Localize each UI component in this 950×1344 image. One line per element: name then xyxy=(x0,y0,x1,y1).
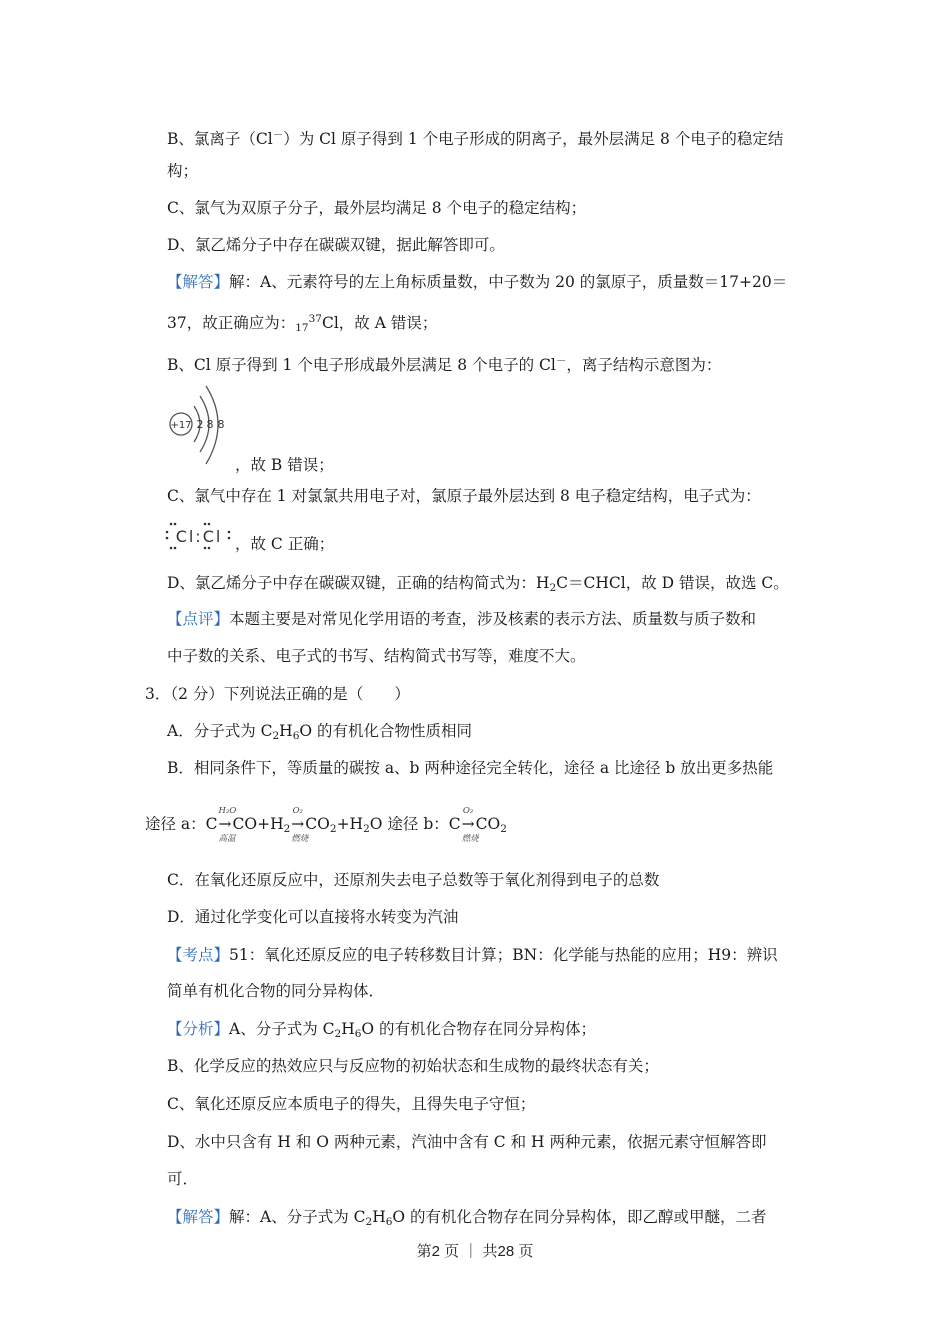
shell-count-1: 2 xyxy=(196,418,204,431)
text-line: ，故 C 正确； xyxy=(235,535,335,553)
analysis-tag: 【分析】 xyxy=(167,1020,230,1038)
text-line: D、氯乙烯分子中存在碳碳双键，正确的结构简式为：$H_2C=CHCl$，故 D 错误，故选 C。 xyxy=(167,574,789,594)
option-c: C．在氧化还原反应中，还原剂失去电子总数等于氧化剂得到电子的总数 xyxy=(167,871,660,889)
text-line: 【点评】本题主要是对常见化学用语的考查，涉及核素的表示方法、质量数与质子数和 xyxy=(167,610,757,628)
point-tag: 【考点】 xyxy=(167,946,230,964)
arrow-a2: O₂ → 燃烧 xyxy=(291,806,309,844)
text-line: C、氯气为双原子分子，最外层均满足 8 个电子的稳定结构； xyxy=(167,199,587,217)
shell-count-3: 8 xyxy=(217,418,225,431)
nucleus-charge: +17 xyxy=(170,420,192,431)
arrow-b: O₂ → 燃烧 xyxy=(461,806,479,844)
option-b: B．相同条件下，等质量的碳按 a、b 两种途径完全转化，途径 a 比途径 b 放出更多热能 xyxy=(167,759,774,777)
text-line: C、氧化还原反应本质电子的得失，且得失电子守恒； xyxy=(167,1095,536,1113)
text-line: 【解答】解：A、分子式为 $C_2H_6O$ 的有机化合物存在同分异构体，即乙醇或甲醚，二者 xyxy=(167,1208,767,1228)
text-line: 构； xyxy=(167,162,199,180)
text-line: 可． xyxy=(167,1170,199,1188)
electron-formula xyxy=(165,522,233,550)
text-line: 简单有机化合物的同分异构体． xyxy=(167,982,385,1000)
text-line: 37，故正确应为：$_{17}^{37}$Cl，故 A 错误； xyxy=(167,313,438,334)
text-line: 【考点】51：氧化还原反应的电子转移数目计算；BN：化学能与热能的应用；H9：辨识 xyxy=(167,946,778,964)
text-line: 【解答】解：A、元素符号的左上角标质量数，中子数为 20 的氯原子，质量数＝17+20＝ xyxy=(167,273,788,291)
text-line: 【分析】A、分子式为 $C_2H_6O$ 的有机化合物存在同分异构体； xyxy=(167,1020,597,1040)
text-line: 中子数的关系、电子式的书写、结构简式书写等，难度不大。 xyxy=(167,647,586,665)
text-line: B、Cl 原子得到 1 个电子形成最外层满足 8 个电子的 Cl－，离子结构示意图为： xyxy=(167,355,722,374)
answer-tag: 【解答】 xyxy=(167,1208,230,1226)
arrow-a1: H₂O → 高温 xyxy=(218,806,237,844)
text-line: C、氯气中存在 1 对氯氯共用电子对，氯原子最外层达到 8 电子稳定结构，电子式为： xyxy=(167,487,761,505)
text-line: ，故 B 错误； xyxy=(235,456,334,474)
text-line: D、氯乙烯分子中存在碳碳双键，据此解答即可。 xyxy=(167,236,505,254)
text-line: B、氯离子（Cl－）为 Cl 原子得到 1 个电子形成的阴离子，最外层满足 8 个电子的稳定结 xyxy=(167,129,784,148)
text-line: D、水中只含有 H 和 O 两种元素，汽油中含有 C 和 H 两种元素，依据元素守恒解答即 xyxy=(167,1133,767,1151)
option-d: D．通过化学变化可以直接将水转变为汽油 xyxy=(167,908,459,926)
question-title: 3．（2 分）下列说法正确的是（ ） xyxy=(145,685,410,703)
shell-count-2: 8 xyxy=(206,418,214,431)
ion-structure-diagram xyxy=(164,380,236,475)
option-a: A．分子式为 $C_2H_6O$ 的有机化合物性质相同 xyxy=(167,722,473,742)
answer-tag: 【解答】 xyxy=(167,273,230,291)
reaction-paths: 途径 a：C H₂O → 高温 $CO+H_2$ O₂ → 燃烧 $CO_2+H_2O$ 途径 b：C O₂ → 燃烧 $CO_2$ xyxy=(145,806,507,844)
page-footer: 第2 页 ｜ 共28 页 xyxy=(416,1243,534,1260)
review-tag: 【点评】 xyxy=(167,610,230,628)
electron-formula-text: Cl:Cl xyxy=(175,527,223,546)
text-line: B、化学反应的热效应只与反应物的初始状态和生成物的最终状态有关； xyxy=(167,1057,659,1075)
